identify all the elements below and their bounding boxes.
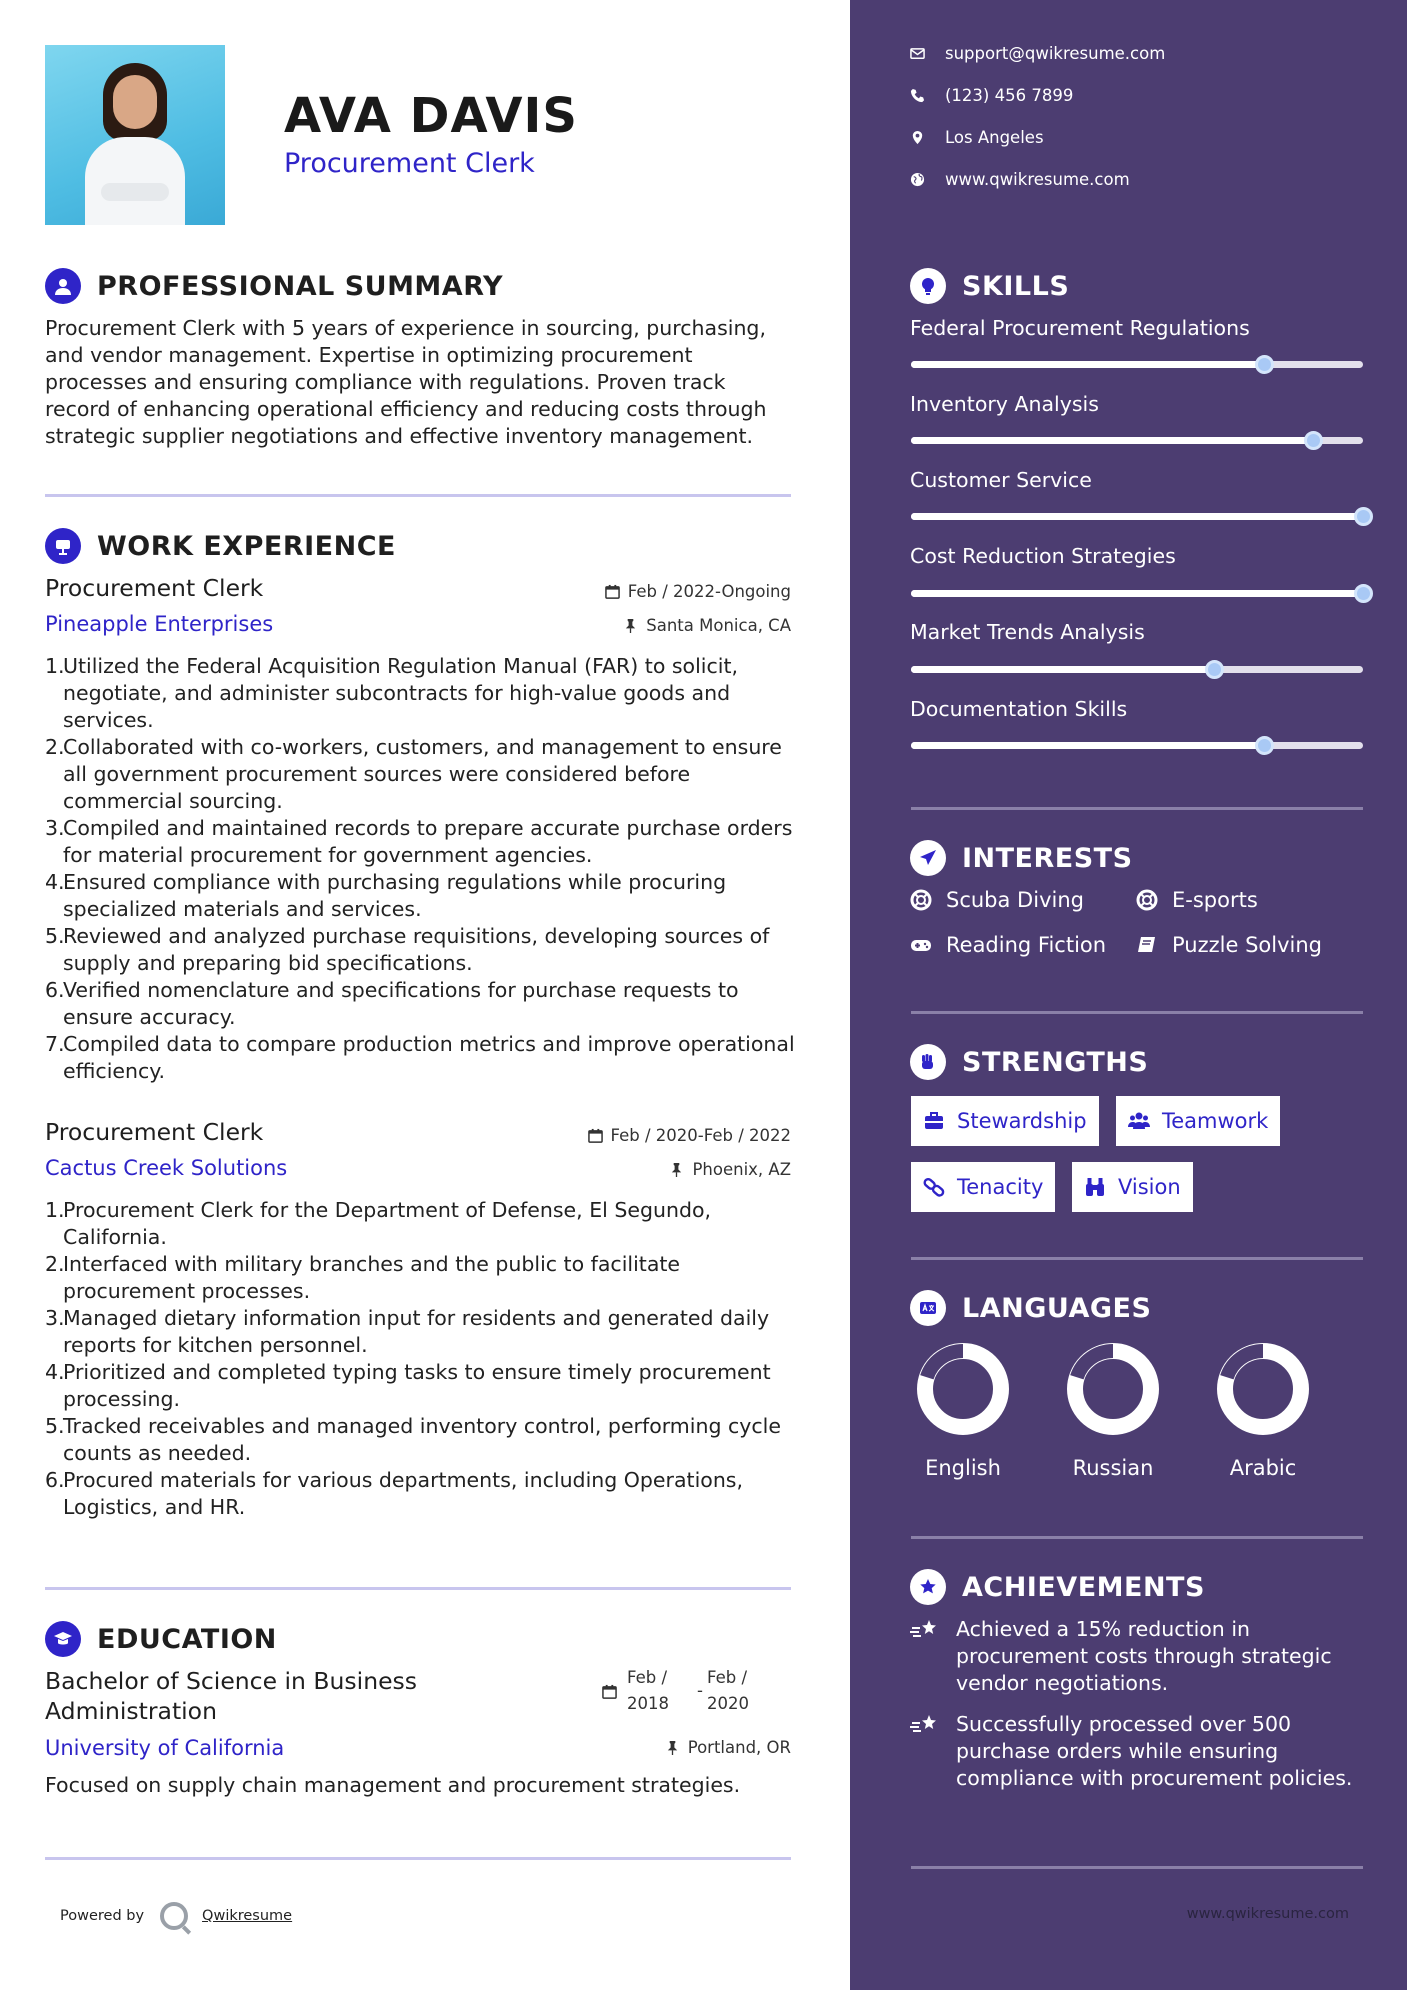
user-icon — [45, 268, 81, 304]
strengths-heading — [910, 1044, 1148, 1080]
footer-website[interactable]: www.qwikresume.com — [1186, 1906, 1349, 1922]
list-item: 1. Procurement Clerk for the Department of Defense, El Segundo, California. — [45, 1198, 712, 1249]
list-item: 6. Procured materials for various departments, including Operations, Logistics, and HR. — [45, 1468, 744, 1519]
interest-item: E-sports — [1136, 888, 1258, 912]
interests-title: INTERESTS — [962, 842, 1133, 874]
skill-bar-knob — [1205, 660, 1224, 679]
work-heading — [45, 528, 396, 564]
interests-heading — [910, 840, 1133, 876]
language-name: Russian — [1072, 1456, 1154, 1480]
job-location: Santa Monica, CA — [623, 616, 791, 635]
fist-icon — [910, 1044, 946, 1080]
strength-chip: Tenacity — [911, 1162, 1055, 1212]
education-location: Portland, OR — [665, 1738, 791, 1757]
lightbulb-icon — [910, 268, 946, 304]
qwikresume-logo-icon — [160, 1902, 188, 1930]
skill-bar-fill — [911, 590, 1363, 597]
language-name: Arabic — [1229, 1456, 1297, 1480]
skill-bar-knob — [1354, 507, 1373, 526]
divider — [911, 807, 1363, 810]
globe-icon — [910, 172, 925, 187]
skill-bar-knob — [1304, 431, 1323, 450]
skill-bar-fill — [911, 513, 1363, 520]
calendar-icon — [605, 584, 620, 599]
language-ring — [1216, 1342, 1310, 1436]
language-item — [913, 1342, 1013, 1480]
job-title: Procurement Clerk — [45, 1118, 264, 1146]
envelope-icon — [910, 46, 925, 61]
divider — [911, 1866, 1363, 1869]
contact-phone[interactable]: (123) 456 7899 — [910, 86, 1073, 105]
skills-heading — [910, 268, 1069, 304]
achievements-title: ACHIEVEMENTS — [962, 1571, 1205, 1603]
candidate-name: AVA DAVIS — [284, 88, 578, 144]
summary-heading — [45, 268, 503, 304]
skill-bar-fill — [911, 437, 1313, 444]
list-item: 4. Ensured compliance with purchasing regulations while procuring specialized materials and services. — [45, 870, 727, 921]
contact-email[interactable]: support@qwikresume.com — [910, 44, 1165, 63]
skill-bar-knob — [1255, 355, 1274, 374]
skill-bar — [911, 361, 1363, 368]
binoculars-icon — [1084, 1176, 1106, 1198]
language-ring — [1066, 1342, 1160, 1436]
language-item — [1213, 1342, 1313, 1480]
phone-icon — [910, 88, 925, 103]
interest-item: Scuba Diving — [910, 888, 1084, 912]
list-item: 6. Verified nomenclature and specifications for purchase requests to ensure accuracy. — [45, 978, 739, 1029]
strength-chip: Teamwork — [1116, 1096, 1280, 1146]
summary-title: PROFESSIONAL SUMMARY — [97, 270, 504, 302]
skill-bar-fill — [911, 742, 1264, 749]
map-marker-icon — [910, 130, 925, 145]
skill-bar-knob — [1354, 584, 1373, 603]
pin-icon — [669, 1162, 684, 1177]
gamepad-icon — [910, 934, 932, 956]
skill-label: Documentation Skills — [910, 697, 1128, 721]
strength-chip: Vision — [1072, 1162, 1193, 1212]
skill-label: Federal Procurement Regulations — [910, 316, 1250, 340]
education-heading — [45, 1621, 277, 1657]
list-item: 4. Prioritized and completed typing tasks to ensure timely procurement processing. — [45, 1360, 771, 1411]
book-icon — [1136, 934, 1158, 956]
life-ring-icon — [1136, 889, 1158, 911]
achievement-item: Successfully processed over 500 purchase orders while ensuring compliance with procurement policies. — [910, 1711, 1360, 1792]
job-location: Phoenix, AZ — [669, 1160, 791, 1179]
calendar-icon — [602, 1684, 617, 1699]
powered-by: Powered by Qwikresume — [60, 1902, 292, 1930]
shooting-star-icon — [910, 1618, 940, 1642]
list-item: 5. Tracked receivables and managed inventory control, performing cycle counts as needed. — [45, 1414, 781, 1465]
skill-bar — [911, 666, 1363, 673]
summary-text: Procurement Clerk with 5 years of experience in sourcing, purchasing, and vendor management. Expertise in optimizing procurement processes and ensuring compliance with regulations. Proven track record of enhancing operational efficiency and reducing costs through strategic supplier negotiations and effective inventory management. — [45, 316, 767, 448]
pin-icon — [623, 618, 638, 633]
contact-website[interactable]: www.qwikresume.com — [910, 170, 1130, 189]
divider — [45, 494, 791, 497]
divider — [45, 1857, 791, 1860]
skill-bar-fill — [911, 666, 1214, 673]
skill-bar-fill — [911, 361, 1264, 368]
job-bullets — [45, 1197, 795, 1521]
interest-item: Puzzle Solving — [1136, 933, 1322, 957]
brand-link[interactable]: Qwikresume — [202, 1908, 293, 1924]
users-icon — [1128, 1110, 1150, 1132]
contact-location: Los Angeles — [910, 128, 1044, 147]
languages-heading — [910, 1290, 1151, 1326]
skill-bar — [911, 513, 1363, 520]
list-item: 3. Compiled and maintained records to prepare accurate purchase orders for material procurement for government agencies. — [45, 816, 793, 867]
achievements-heading — [910, 1569, 1205, 1605]
language-name: English — [925, 1456, 1001, 1480]
pin-icon — [665, 1740, 680, 1755]
list-item: 2. Collaborated with co-workers, customers, and management to ensure all government procurement sources were considered before commercial sourcing. — [45, 735, 782, 813]
list-item: 7. Compiled data to compare production metrics and improve operational efficiency. — [45, 1032, 795, 1083]
job-dates: Feb / 2020-Feb / 2022 — [588, 1126, 791, 1145]
strengths-title: STRENGTHS — [962, 1046, 1149, 1078]
link-icon — [923, 1176, 945, 1198]
skill-bar — [911, 742, 1363, 749]
briefcase-icon — [923, 1110, 945, 1132]
skill-bar — [911, 590, 1363, 597]
skill-label: Cost Reduction Strategies — [910, 544, 1176, 568]
list-item: 3. Managed dietary information input for residents and generated daily reports for kitchen personnel. — [45, 1306, 770, 1357]
briefcase-icon — [45, 528, 81, 564]
divider — [911, 1011, 1363, 1014]
achievement-item: Achieved a 15% reduction in procurement costs through strategic vendor negotiations. — [910, 1616, 1360, 1697]
job-title: Procurement Clerk — [45, 574, 264, 602]
interest-item: Reading Fiction — [910, 933, 1106, 957]
strength-chip: Stewardship — [911, 1096, 1099, 1146]
skills-title: SKILLS — [962, 270, 1070, 302]
job-bullets — [45, 653, 795, 1085]
skill-bar — [911, 437, 1363, 444]
paper-plane-icon — [910, 840, 946, 876]
life-ring-icon — [910, 889, 932, 911]
divider — [911, 1257, 1363, 1260]
candidate-role: Procurement Clerk — [284, 148, 535, 179]
divider — [911, 1536, 1363, 1539]
sidebar — [850, 0, 1407, 1990]
languages-title: LANGUAGES — [962, 1292, 1152, 1324]
skill-bar-knob — [1255, 736, 1274, 755]
language-icon — [910, 1290, 946, 1326]
job-dates: Feb / 2022-Ongoing — [605, 582, 791, 601]
star-badge-icon — [910, 1569, 946, 1605]
skill-label: Customer Service — [910, 468, 1092, 492]
school: University of California — [45, 1736, 285, 1760]
language-item — [1063, 1342, 1163, 1480]
job-company: Cactus Creek Solutions — [45, 1156, 288, 1180]
language-ring — [916, 1342, 1010, 1436]
degree: Bachelor of Science in Business Administration — [45, 1667, 418, 1725]
education-description: Focused on supply chain management and procurement strategies. — [45, 1773, 741, 1797]
divider — [45, 1587, 791, 1590]
job-company: Pineapple Enterprises — [45, 612, 274, 636]
list-item: 2. Interfaced with military branches and the public to facilitate procurement processes. — [45, 1252, 681, 1303]
graduation-cap-icon — [45, 1621, 81, 1657]
list-item: 5. Reviewed and analyzed purchase requisitions, developing sources of supply and preparing bid specifications. — [45, 924, 770, 975]
shooting-star-icon — [910, 1713, 940, 1737]
work-title: WORK EXPERIENCE — [97, 530, 396, 562]
education-dates: Feb / 2018 - Feb / 2020 — [602, 1665, 749, 1717]
list-item: 1. Utilized the Federal Acquisition Regulation Manual (FAR) to solicit, negotiate, and administer subcontracts for high-value goods and services. — [45, 654, 739, 732]
education-title: EDUCATION — [97, 1623, 277, 1655]
calendar-icon — [588, 1128, 603, 1143]
skill-label: Market Trends Analysis — [910, 620, 1145, 644]
profile-photo — [45, 45, 225, 225]
skill-label: Inventory Analysis — [910, 392, 1099, 416]
